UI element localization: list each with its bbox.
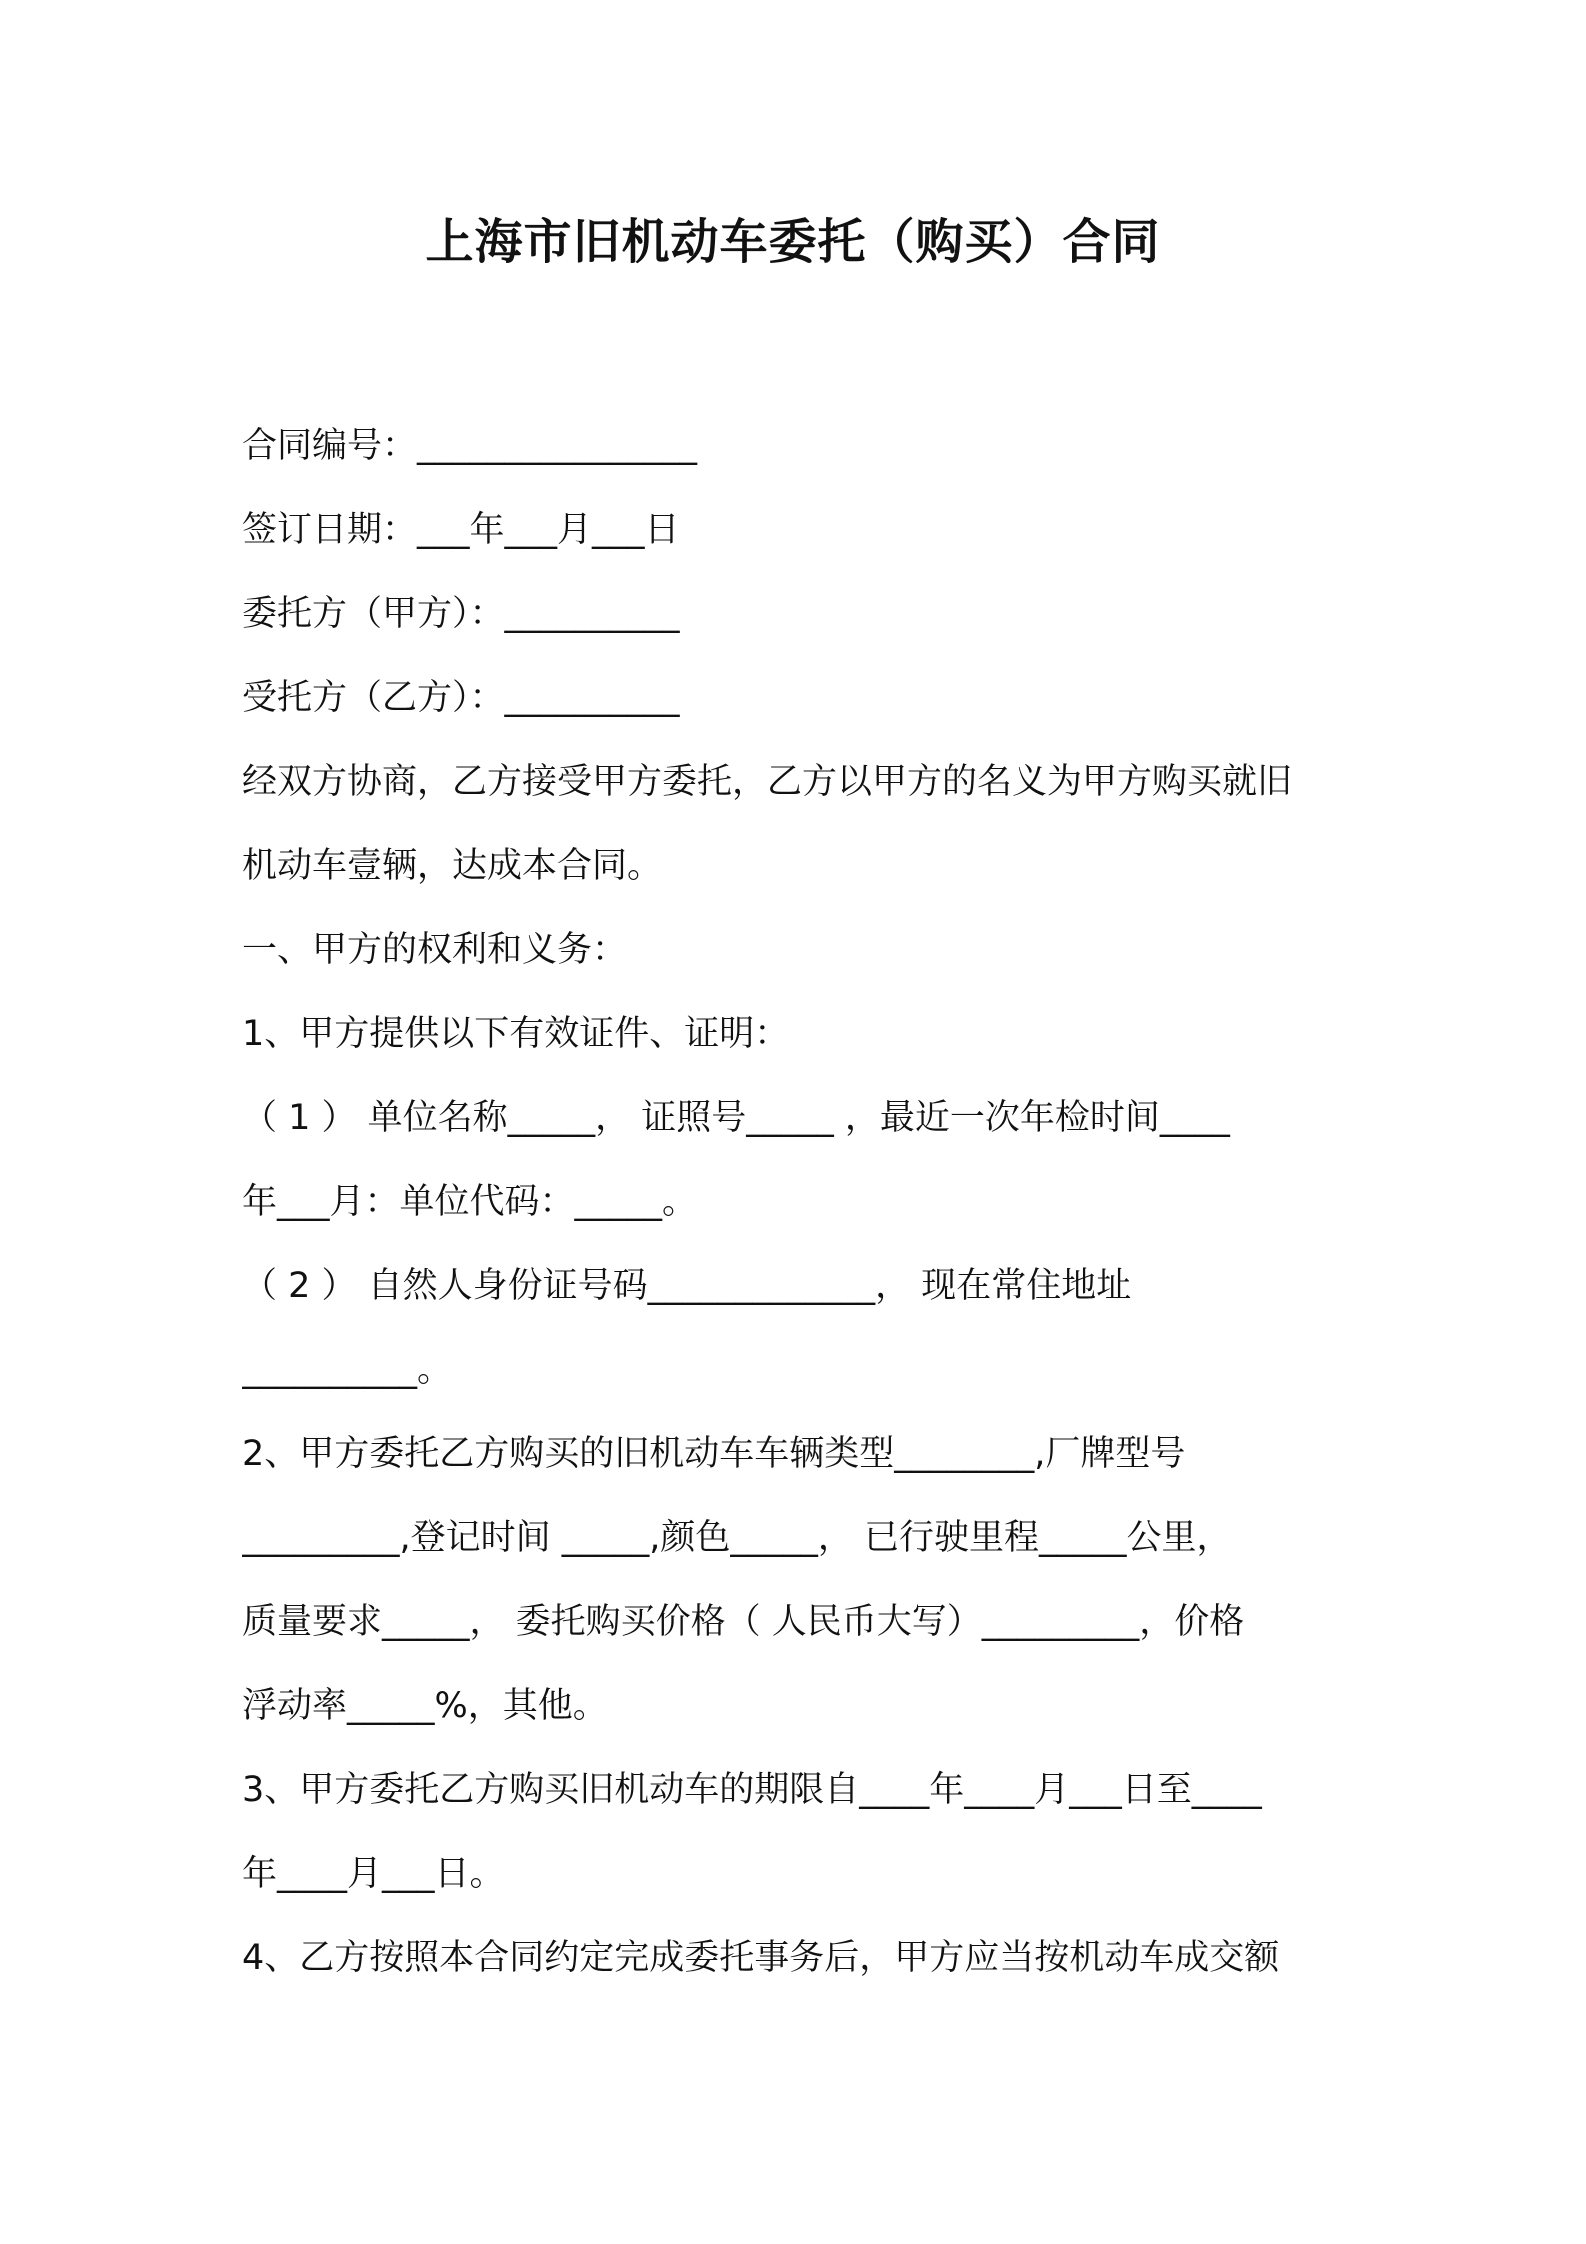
clause-line: 质量要求_____， 委托购买价格（ 人民币大写）_________，价格 <box>242 1602 1245 1642</box>
party-a-line: 委托方（甲方）：__________ <box>242 594 680 634</box>
party-b-line: 受托方（乙方）：__________ <box>242 678 680 718</box>
clause-line: 4、乙方按照本合同约定完成委托事务后，甲方应当按机动车成交额 <box>242 1938 1280 1978</box>
clause-line: 年___月：单位代码：_____。 <box>242 1182 698 1222</box>
preamble-line: 机动车壹辆，达成本合同。 <box>242 846 663 886</box>
clause-line: __________。 <box>242 1350 453 1390</box>
document-title: 上海市旧机动车委托（购买）合同 <box>425 214 1161 270</box>
clause-line: 3、甲方委托乙方购买旧机动车的期限自____年____月___日至____ <box>242 1770 1262 1810</box>
clause-line: （ 1 ） 单位名称_____， 证照号_____ ，最近一次年检时间____ <box>242 1098 1230 1138</box>
preamble-line: 经双方协商，乙方接受甲方委托，乙方以甲方的名义为甲方购买就旧 <box>242 762 1293 802</box>
section-heading: 一、甲方的权利和义务： <box>242 930 628 970</box>
clause-line: _________,登记时间 _____,颜色_____， 已行驶里程_____公里， <box>242 1518 1232 1558</box>
clause-line: 1、甲方提供以下有效证件、证明： <box>242 1014 790 1054</box>
contract-number-line: 合同编号：________________ <box>242 426 698 466</box>
clause-line: （ 2 ） 自然人身份证号码_____________， 现在常住地址 <box>242 1266 1132 1306</box>
clause-line: 年____月___日。 <box>242 1854 505 1894</box>
signing-date-line: 签订日期：___年___月___日 <box>242 510 680 550</box>
document-body <box>242 404 1352 2000</box>
clause-line: 浮动率_____%，其他。 <box>242 1686 608 1726</box>
clause-line: 2、甲方委托乙方购买的旧机动车车辆类型________,厂牌型号 <box>242 1434 1186 1474</box>
